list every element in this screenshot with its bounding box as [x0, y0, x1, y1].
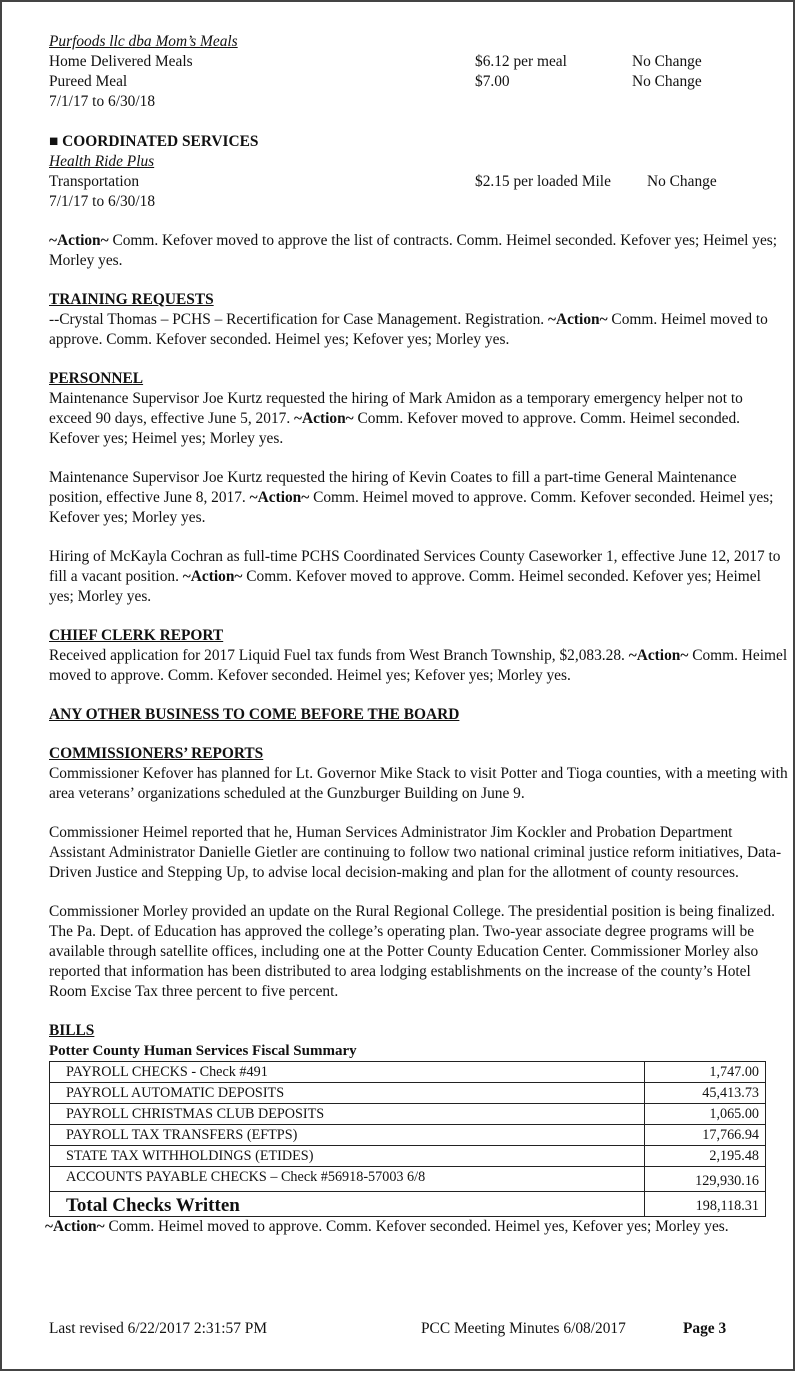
fiscal-amount: 45,413.73 — [645, 1083, 766, 1104]
action-text: Comm. Kefover moved to approve. Comm. Heimel seconded. Kefover yes; Heimel yes; Morley yes. — [49, 410, 741, 447]
contract-status: No Change — [632, 73, 702, 90]
personnel-text: Maintenance Supervisor Joe Kurtz requested the hiring of Mark Amidon as a temporary emergency helper not to exceed 90 days, effective June 5, 2017. — [49, 390, 743, 427]
chief-clerk-heading: CHIEF CLERK REPORT — [49, 627, 224, 644]
bills-heading: BILLS — [49, 1022, 95, 1039]
action-tag: ~Action~ — [547, 311, 608, 328]
action-tag: ~Action~ — [294, 410, 354, 427]
action-tag: ~Action~ — [249, 489, 310, 506]
fiscal-label: PAYROLL CHRISTMAS CLUB DEPOSITS — [50, 1104, 645, 1125]
contract-rate: $7.00 — [475, 73, 510, 90]
personnel-item — [49, 389, 789, 449]
fiscal-label: PAYROLL CHECKS - Check #491 — [50, 1062, 645, 1083]
contract-term: 7/1/17 to 6/30/18 — [49, 93, 156, 110]
contract-service: Pureed Meal — [49, 73, 128, 90]
personnel-text: Hiring of McKayla Cochran as full-time PCHS Coordinated Services County Caseworker 1, effective June 12, 2017 to fill a vacant position. — [49, 548, 781, 585]
fiscal-label: ACCOUNTS PAYABLE CHECKS – Check #56918-57003 6/8 — [50, 1167, 645, 1192]
table-row — [50, 1125, 766, 1146]
table-row — [50, 1083, 766, 1104]
personnel-item — [49, 547, 789, 607]
action-tag: ~Action~ — [45, 1218, 105, 1235]
contract-row — [49, 72, 789, 92]
training-body: --Crystal Thomas – PCHS – Recertification for Case Management. Registration. — [49, 311, 548, 328]
training-heading: TRAINING REQUESTS — [49, 291, 214, 308]
vendor-name: Health Ride Plus — [49, 153, 155, 170]
action-tag: ~Action~ — [182, 568, 243, 585]
contract-row — [49, 52, 789, 72]
training-text — [49, 310, 789, 350]
document-body — [45, 32, 789, 1237]
table-row — [50, 1146, 766, 1167]
chief-clerk-body: Received application for 2017 Liquid Fuel tax funds from West Branch Township, $2,083.28. — [49, 647, 629, 664]
other-business-heading: ANY OTHER BUSINESS TO COME BEFORE THE BOARD — [49, 706, 460, 723]
fiscal-summary-table — [49, 1061, 766, 1217]
contract-service: Transportation — [49, 173, 140, 190]
fiscal-amount: 129,930.16 — [645, 1167, 766, 1192]
action-tag: ~Action~ — [49, 232, 109, 249]
contract-service: Home Delivered Meals — [49, 53, 193, 70]
fiscal-label: PAYROLL TAX TRANSFERS (EFTPS) — [50, 1125, 645, 1146]
fiscal-summary-title: Potter County Human Services Fiscal Summary — [49, 1043, 357, 1059]
total-label: Total Checks Written — [50, 1192, 645, 1217]
fiscal-label: STATE TAX WITHHOLDINGS (ETIDES) — [50, 1146, 645, 1167]
contract-rate: $2.15 per loaded Mile — [475, 173, 611, 190]
table-row — [50, 1167, 766, 1192]
commissioners-heading: COMMISSIONERS’ REPORTS — [49, 745, 264, 762]
action-text: Comm. Heimel moved to approve. Comm. Kefover seconded. Heimel yes; Kefover yes; Morley yes. — [49, 311, 768, 348]
contract-status: No Change — [632, 53, 702, 70]
action-text: Comm. Kefover moved to approve the list of contracts. Comm. Heimel seconded. Kefover yes; Heimel yes; Morley yes. — [49, 232, 778, 269]
coordinated-services-heading: ■ COORDINATED SERVICES — [49, 133, 259, 150]
vendor-name: Purfoods llc dba Mom’s Meals — [49, 33, 238, 50]
fiscal-amount: 1,065.00 — [645, 1104, 766, 1125]
commissioner-report: Commissioner Morley provided an update on the Rural Regional College. The presidential position is being finalized. The Pa. Dept. of Education has approved the college’s operating plan. Two-year associate degree programs will be available through satellite offices, including one at the Potter County Education Center. Commissioner Morley also reported that information has been distributed to area lodging establishments on the increase of the county’s Hotel Room Excise Tax three percent to five percent. — [49, 903, 775, 1000]
contract-term: 7/1/17 to 6/30/18 — [49, 193, 156, 210]
total-row — [50, 1192, 766, 1217]
action-text: Comm. Heimel moved to approve. Comm. Kefover seconded. Heimel yes, Kefover yes; Morley yes. — [104, 1218, 729, 1235]
total-amount: 198,118.31 — [645, 1192, 766, 1217]
revised-timestamp: Last revised 6/22/2017 2:31:57 PM — [49, 1320, 268, 1337]
bills-action — [45, 1217, 789, 1237]
action-tag: ~Action~ — [628, 647, 689, 664]
action-text: Comm. Kefover moved to approve. Comm. Heimel seconded. Kefover yes; Heimel yes; Morley yes. — [49, 568, 761, 605]
fiscal-amount: 2,195.48 — [645, 1146, 766, 1167]
action-text: Comm. Heimel moved to approve. Comm. Kefover seconded. Heimel yes; Kefover yes; Morley yes. — [49, 489, 774, 526]
fiscal-label: PAYROLL AUTOMATIC DEPOSITS — [50, 1083, 645, 1104]
commissioner-report: Commissioner Heimel reported that he, Human Services Administrator Jim Kockler and Probation Department Assistant Administrator Danielle Gietler are continuing to follow two national criminal justice reform initiatives, Data-Driven Justice and Stepping Up, to advise local decision-making and plan for the allotment of county resources. — [49, 824, 782, 881]
contract-row — [49, 172, 789, 192]
table-row — [50, 1104, 766, 1125]
page-footer — [49, 1320, 749, 1338]
page-number: Page 3 — [683, 1320, 727, 1337]
fiscal-amount: 17,766.94 — [645, 1125, 766, 1146]
action-text: Comm. Heimel moved to approve. Comm. Kefover seconded. Heimel yes; Kefover yes; Morley yes. — [49, 647, 788, 684]
chief-clerk-text — [49, 646, 789, 686]
contracts-action — [49, 231, 789, 271]
table-row — [50, 1062, 766, 1083]
fiscal-amount: 1,747.00 — [645, 1062, 766, 1083]
personnel-text: Maintenance Supervisor Joe Kurtz requested the hiring of Kevin Coates to fill a part-time General Maintenance position, effective June 8, 2017. — [49, 469, 737, 506]
commissioner-report: Commissioner Kefover has planned for Lt. Governor Mike Stack to visit Potter and Tioga counties, with a meeting with area veterans’ organizations scheduled at the Gunzburger Building on June 9. — [49, 765, 788, 802]
personnel-heading: PERSONNEL — [49, 370, 144, 387]
personnel-item — [49, 468, 789, 528]
contract-status: No Change — [647, 173, 717, 190]
contract-rate: $6.12 per meal — [475, 53, 567, 70]
document-title: PCC Meeting Minutes 6/08/2017 — [421, 1320, 626, 1337]
